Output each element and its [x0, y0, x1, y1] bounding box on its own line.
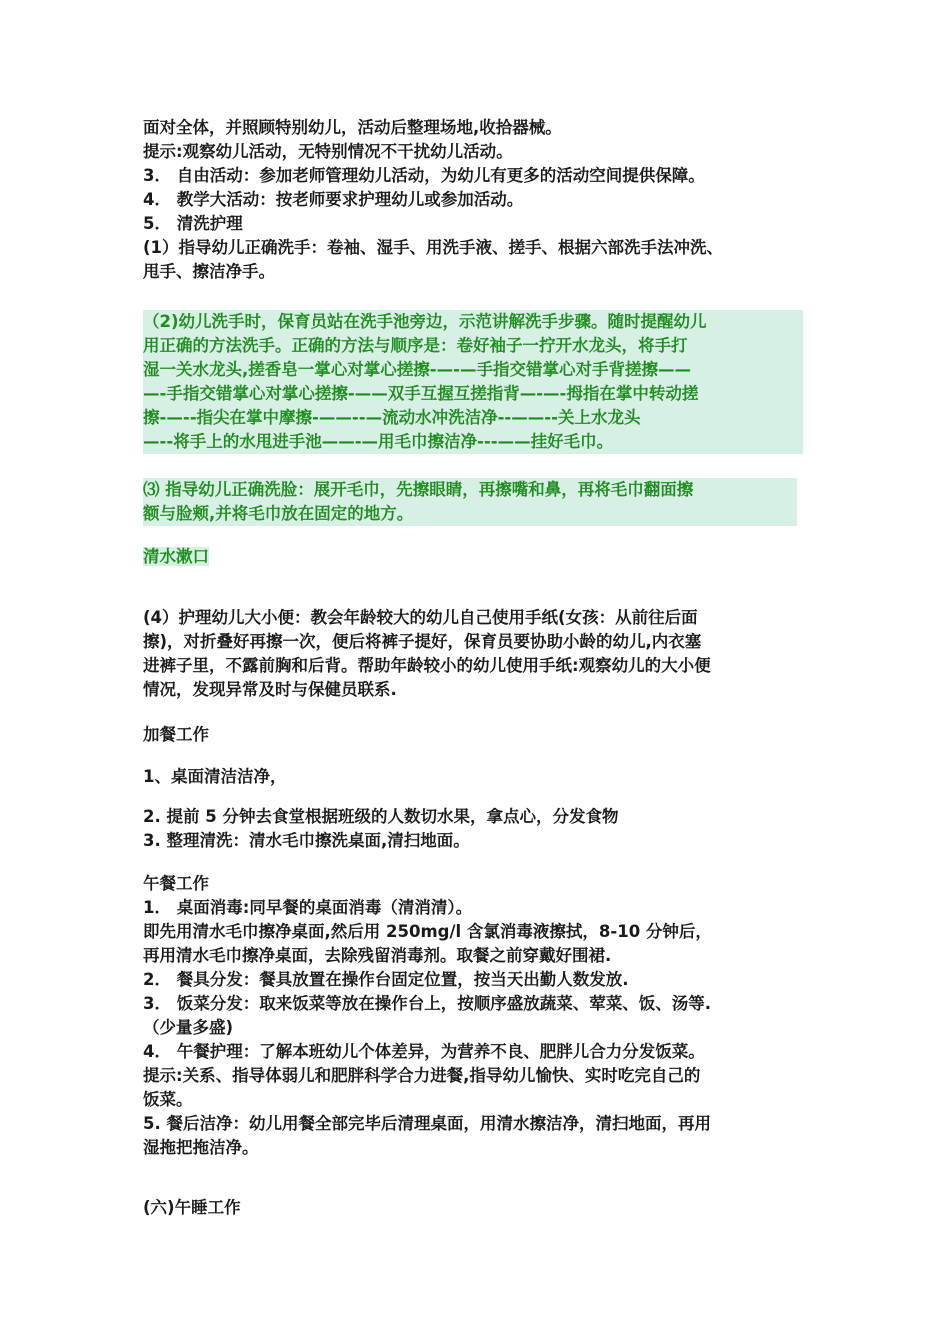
- text-line: 加餐工作: [143, 725, 209, 744]
- text-line: —--将手上的水甩进手池——-—用毛巾擦洁净---——挂好毛巾。: [143, 432, 614, 451]
- text-line: (六)午睡工作: [143, 1198, 241, 1217]
- text-line: 提示:关系、指导体弱儿和肥胖科学合力进餐,指导幼儿愉快、实时吃完自己的: [143, 1066, 701, 1085]
- text-line: 1、桌面清洁洁净，: [143, 767, 287, 786]
- text-line: 3． 自由活动：参加老师管理幼儿活动，为幼儿有更多的活动空间提供保障。: [143, 166, 705, 185]
- text-line: 湿一关水龙头,搓香皂一掌心对掌心搓擦-—-—手指交错掌心对手背搓擦——: [143, 360, 691, 379]
- text-line: 3. 整理清洗：清水毛巾擦洗桌面,清扫地面。: [143, 831, 470, 850]
- text-line: 擦-—--指尖在掌中摩擦-——--—流动水冲洗洁净--——--关上水龙头: [143, 408, 641, 427]
- text-line: 饭菜。: [143, 1090, 193, 1109]
- text-line: 擦)，对折叠好再擦一次，便后将裤子提好，保育员要协助小龄的幼儿,内衣塞: [143, 632, 702, 651]
- paragraph-snack-2-3: [143, 805, 813, 853]
- text-line: (4）护理幼儿大小便：教会年龄较大的幼儿自己使用手纸(女孩：从前往后面: [143, 608, 698, 627]
- paragraph-snack-1: [143, 765, 813, 789]
- text-line: 情况，发现异常及时与保健员联系.: [143, 680, 397, 699]
- text-line: 进裤子里，不露前胸和后背。帮助年龄较小的幼儿使用手纸:观察幼儿的大小便: [143, 656, 711, 675]
- text-line: 午餐工作: [143, 874, 209, 893]
- text-line: 4． 午餐护理：了解本班幼儿个体差异，为营养不良、肥胖儿合力分发饭菜。: [143, 1042, 705, 1061]
- text-line: 3． 饭菜分发：取来饭菜等放在操作台上，按顺序盛放蔬菜、荤菜、饭、汤等.: [143, 994, 711, 1013]
- text-line: （2)幼儿洗手时，保育员站在洗手池旁边，示范讲解洗手步骤。随时提醒幼儿: [143, 312, 707, 331]
- paragraph-lunch-work: [143, 872, 813, 1160]
- paragraph-rinse-mouth: [143, 545, 209, 569]
- text-line: ⑶ 指导幼儿正确洗脸：展开毛巾，先擦眼睛，再擦嘴和鼻，再将毛巾翻面擦: [143, 480, 694, 499]
- text-line: 再用清水毛巾擦净桌面，去除残留消毒剂。取餐之前穿戴好围裙.: [143, 946, 612, 965]
- text-line: 用正确的方法洗手。正确的方法与顺序是：卷好袖子一拧开水龙头，将手打: [143, 336, 688, 355]
- text-line: （少量多盛): [143, 1018, 234, 1037]
- paragraph-handwash-steps: [143, 310, 803, 454]
- text-line: (1）指导幼儿正确洗手：卷袖、湿手、用洗手液、搓手、根据六部洗手法冲洗、: [143, 238, 724, 257]
- heading-snack-work: [143, 723, 813, 747]
- text-line: 2. 提前 5 分钟去食堂根据班级的人数切水果，拿点心，分发食物: [143, 807, 619, 826]
- text-line: 清水漱口: [143, 547, 209, 566]
- paragraph-toilet-care: [143, 606, 813, 702]
- text-line: 湿拖把拖洁净。: [143, 1138, 259, 1157]
- text-line: —-手指交错掌心对掌心搓擦-——双手互握互搓指背—-—-拇指在掌中转动搓: [143, 384, 699, 403]
- text-line: 5． 清洗护理: [143, 214, 243, 233]
- text-line: 1． 桌面消毒:同早餐的桌面消毒（清消清）。: [143, 898, 473, 917]
- paragraph-face-wash: [143, 478, 797, 526]
- text-line: 提示:观察幼儿活动，无特别情况不干扰幼儿活动。: [143, 142, 513, 161]
- paragraph-outdoor-and-wash: [143, 116, 813, 284]
- text-line: 即先用清水毛巾擦净桌面,然后用 250mg/l 含氯消毒液擦拭，8-10 分钟后，: [143, 922, 712, 941]
- text-line: 4． 教学大活动：按老师要求护理幼儿或参加活动。: [143, 190, 524, 209]
- text-line: 5. 餐后洁净：幼儿用餐全部完毕后清理桌面，用清水擦洁净，清扫地面，再用: [143, 1114, 711, 1133]
- text-line: 2． 餐具分发：餐具放置在操作台固定位置，按当天出勤人数发放.: [143, 970, 629, 989]
- text-line: 额与脸颊,并将毛巾放在固定的地方。: [143, 504, 414, 523]
- text-line: 甩手、擦洁净手。: [143, 262, 275, 281]
- text-line: 面对全体，并照顾特别幼儿，活动后整理场地,收拾器械。: [143, 118, 562, 137]
- heading-nap-work: [143, 1196, 813, 1220]
